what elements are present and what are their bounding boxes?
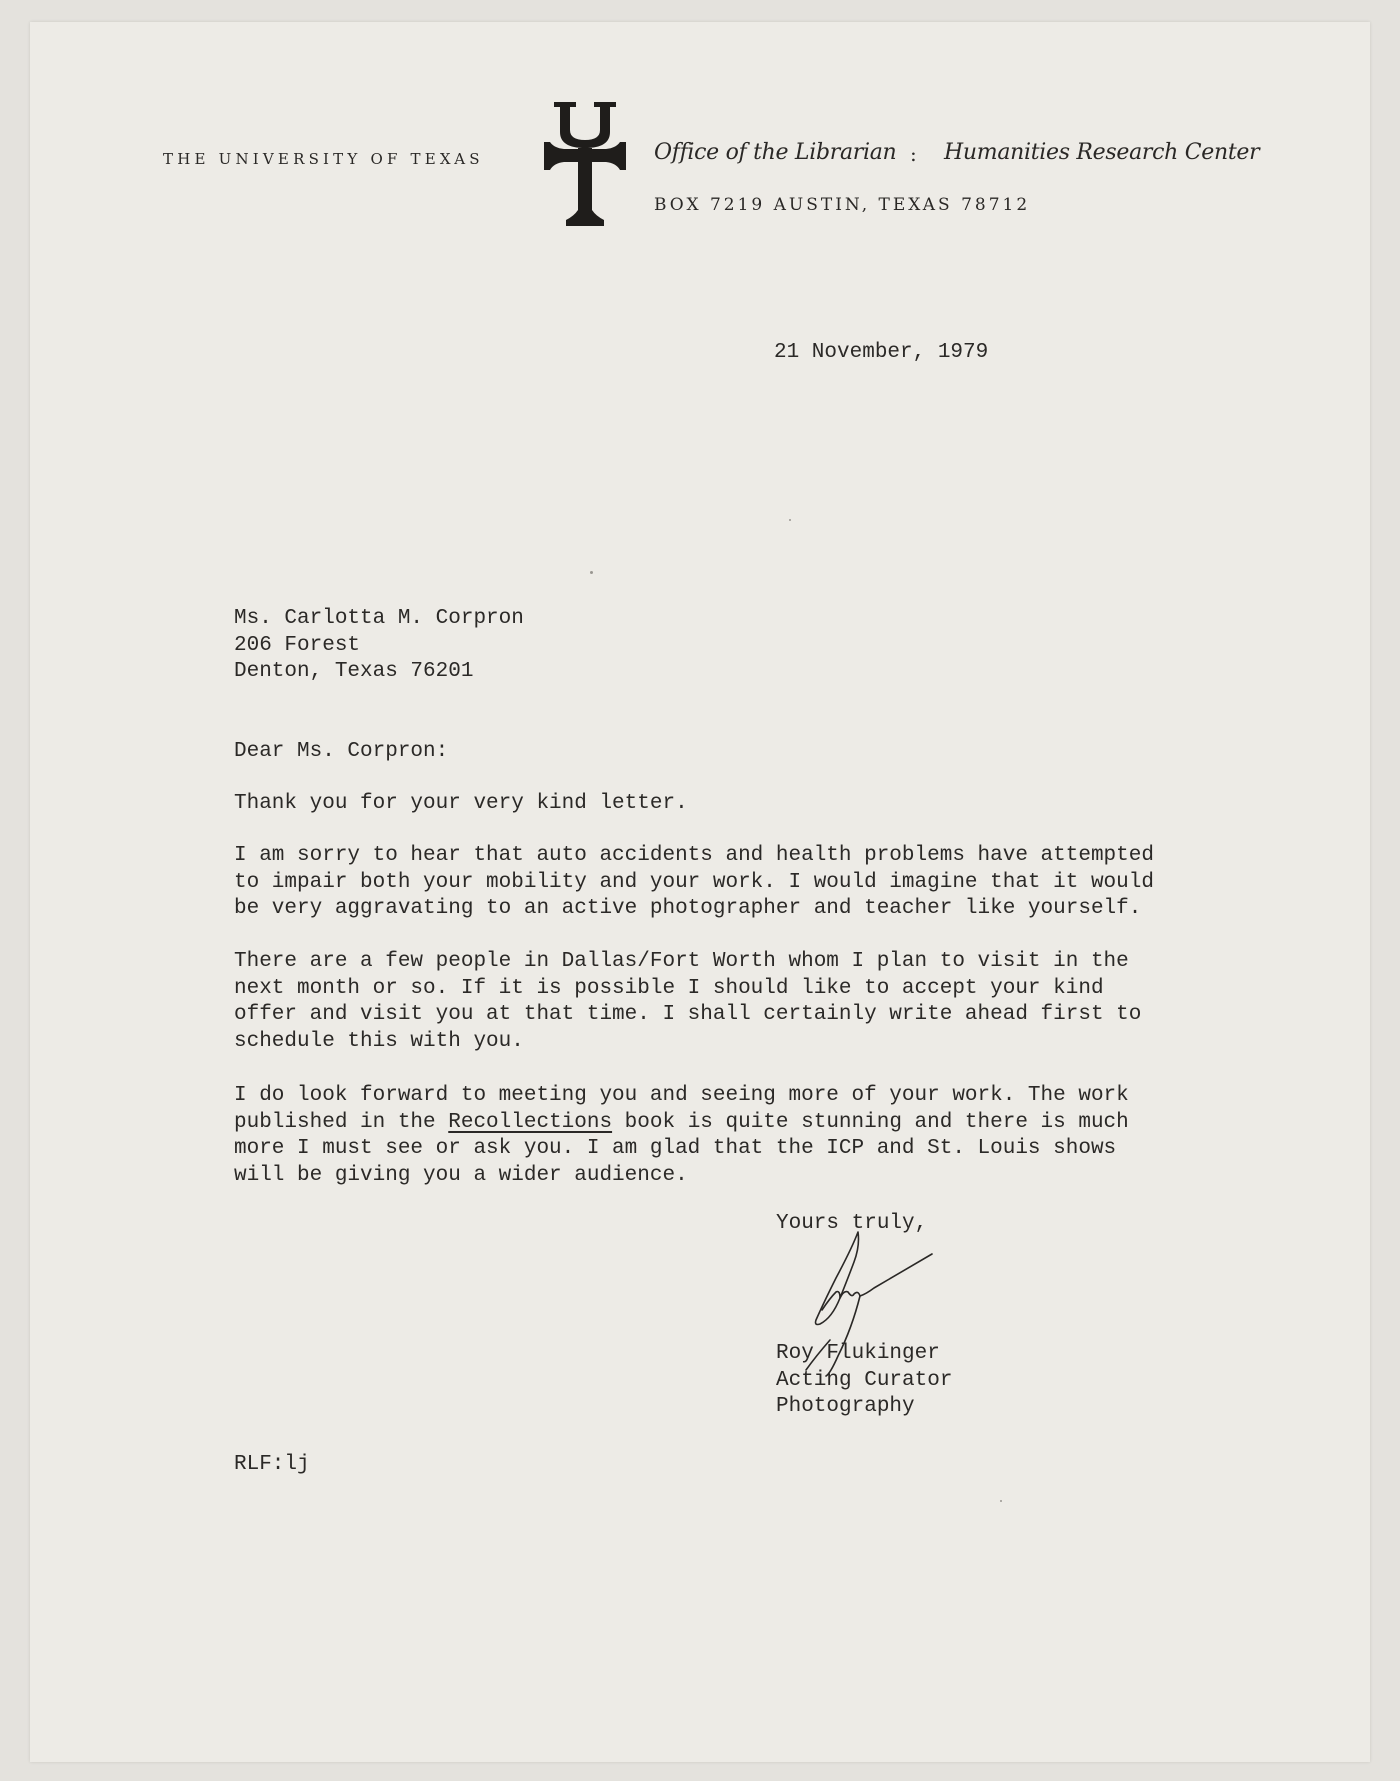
- line-text: book is quite stunning and there is much: [612, 1110, 1129, 1134]
- paragraph-line: I am sorry to hear that auto accidents and health problems have attempted: [234, 844, 1154, 867]
- paragraph-line: more I must see or ask you. I am glad that the ICP and St. Louis shows: [234, 1137, 1117, 1160]
- signer-title: Acting Curator: [776, 1368, 953, 1392]
- letterhead-office: Office of the Librarian: [654, 140, 897, 165]
- signer-department: Photography: [776, 1395, 915, 1418]
- reference-initials: RLF:lj: [234, 1453, 310, 1476]
- paragraph-1: [234, 791, 688, 818]
- letterhead-separator: :: [910, 142, 917, 166]
- letter-date: 21 November, 1979: [774, 341, 989, 364]
- recipient-street: 206 Forest: [234, 633, 361, 657]
- recipient-address: [234, 606, 524, 686]
- ut-monogram-icon: [544, 102, 626, 228]
- recipient-name: Ms. Carlotta M. Corpron: [234, 607, 524, 630]
- salutation: Dear Ms. Corpron:: [234, 740, 449, 763]
- book-title: Recollections: [448, 1110, 613, 1134]
- signer-name: Roy Flukinger: [776, 1342, 940, 1365]
- line-text: published in the: [234, 1110, 449, 1134]
- letterhead-center: Humanities Research Center: [944, 140, 1260, 165]
- signature-block: [776, 1341, 952, 1421]
- paragraph-line: next month or so. If it is possible I should like to accept your kind: [234, 976, 1104, 1000]
- paper-speck: [1000, 1500, 1002, 1502]
- paragraph-line: Thank you for your very kind letter.: [234, 792, 688, 815]
- paragraph-line: I do look forward to meeting you and seeing more of your work. The work: [234, 1084, 1129, 1107]
- paragraph-2: [234, 843, 1154, 923]
- paper-speck: [590, 571, 593, 574]
- recipient-city: Denton, Texas 76201: [234, 660, 474, 683]
- paragraph-4: [234, 1083, 1129, 1189]
- paragraph-line: will be giving you a wider audience.: [234, 1163, 688, 1187]
- paragraph-line: schedule this with you.: [234, 1029, 524, 1053]
- letterhead-address: BOX 7219 AUSTIN, TEXAS 78712: [654, 195, 1031, 215]
- letterhead-institution: THE UNIVERSITY OF TEXAS: [163, 150, 484, 168]
- paper-speck: [789, 519, 791, 521]
- paragraph-line: There are a few people in Dallas/Fort Worth whom I plan to visit in the: [234, 950, 1129, 973]
- paragraph-line: to impair both your mobility and your work. I would imagine that it would: [234, 870, 1154, 894]
- paragraph-line: [234, 1110, 1129, 1137]
- closing: Yours truly,: [776, 1212, 928, 1235]
- paragraph-3: [234, 949, 1141, 1055]
- paragraph-line: be very aggravating to an active photographer and teacher like yourself.: [234, 897, 1142, 920]
- paragraph-line: offer and visit you at that time. I shall certainly write ahead first to: [234, 1003, 1142, 1026]
